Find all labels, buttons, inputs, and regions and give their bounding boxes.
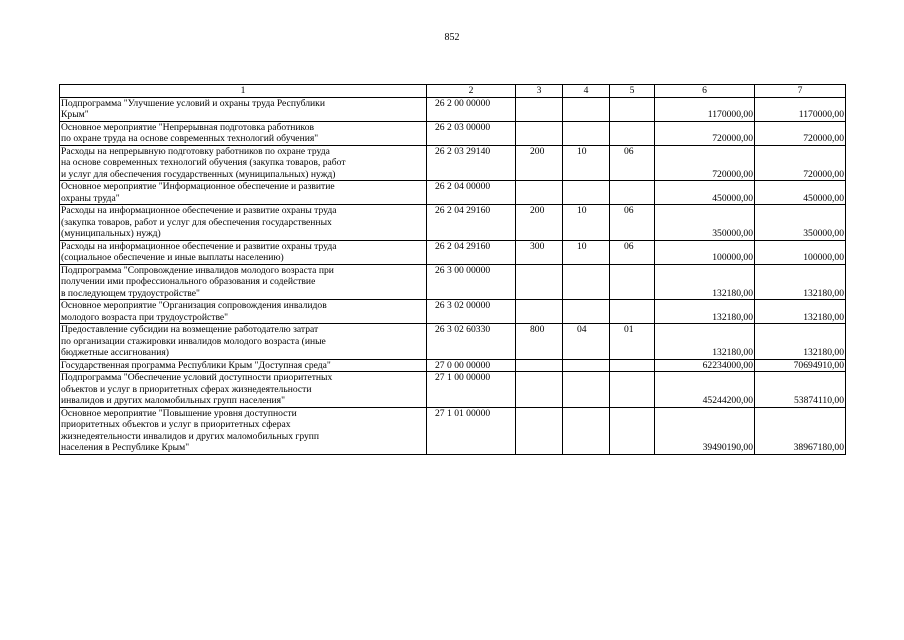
row-subsection-cell: [610, 300, 655, 324]
header-cell-3: 3: [516, 85, 563, 98]
row-subsection-cell: [610, 97, 655, 121]
row-sum-year1-cell: 350000,00: [655, 205, 755, 241]
row-subsection-cell: 06: [610, 240, 655, 264]
table-header-row: [60, 85, 846, 98]
row-code-cell: 26 2 00 00000: [427, 97, 516, 121]
row-kvr-cell: [516, 121, 563, 145]
row-sum-year1-cell: 132180,00: [655, 264, 755, 300]
table-row: [60, 300, 846, 324]
row-code-cell: 27 1 00 00000: [427, 372, 516, 408]
row-name-cell: Подпрограмма "Обеспечение условий доступности приоритетных объектов и услуг в приоритетных сферах жизнедеятельности инвалидов и других маломобильных групп населения": [60, 372, 427, 408]
row-name-cell: Подпрограмма "Сопровождение инвалидов молодого возраста при получении ими профессионального образования и содействие в последующем трудоустройстве": [60, 264, 427, 300]
row-name-cell: Предоставление субсидии на возмещение работодателю затрат по организации стажировки инвалидов молодого возраста (иные бюджетные ассигнования): [60, 324, 427, 360]
row-section-cell: [563, 300, 610, 324]
row-kvr-cell: 200: [516, 145, 563, 181]
row-code-cell: 26 2 04 29160: [427, 205, 516, 241]
table-row: [60, 205, 846, 241]
row-subsection-cell: 06: [610, 205, 655, 241]
row-sum-year2-cell: 132180,00: [755, 264, 846, 300]
row-section-cell: 04: [563, 324, 610, 360]
table-row: [60, 240, 846, 264]
row-name-cell: Основное мероприятие "Организация сопровождения инвалидов молодого возраста при трудоустройстве": [60, 300, 427, 324]
row-sum-year1-cell: 1170000,00: [655, 97, 755, 121]
row-section-cell: 10: [563, 240, 610, 264]
row-name-cell: Основное мероприятие "Непрерывная подготовка работников по охране труда на основе современных технологий обучения": [60, 121, 427, 145]
row-sum-year2-cell: 350000,00: [755, 205, 846, 241]
row-name-cell: Расходы на непрерывную подготовку работников по охране труда на основе современных технологий обучения (закупка товаров, работ и услуг для обеспечения государственных (муниципальных) нужд): [60, 145, 427, 181]
row-code-cell: 26 2 03 29140: [427, 145, 516, 181]
table-row: [60, 407, 846, 454]
row-code-cell: 27 1 01 00000: [427, 407, 516, 454]
row-kvr-cell: 800: [516, 324, 563, 360]
row-sum-year1-cell: 100000,00: [655, 240, 755, 264]
header-cell-6: 6: [655, 85, 755, 98]
row-sum-year2-cell: 38967180,00: [755, 407, 846, 454]
row-kvr-cell: [516, 264, 563, 300]
header-cell-4: 4: [563, 85, 610, 98]
row-code-cell: 26 3 00 00000: [427, 264, 516, 300]
row-section-cell: 10: [563, 145, 610, 181]
row-sum-year1-cell: 39490190,00: [655, 407, 755, 454]
row-sum-year2-cell: 450000,00: [755, 181, 846, 205]
row-code-cell: 26 3 02 00000: [427, 300, 516, 324]
row-section-cell: [563, 97, 610, 121]
row-code-cell: 26 2 04 00000: [427, 181, 516, 205]
row-sum-year1-cell: 132180,00: [655, 324, 755, 360]
row-code-cell: 26 2 04 29160: [427, 240, 516, 264]
row-section-cell: [563, 359, 610, 372]
table-row: [60, 372, 846, 408]
row-section-cell: [563, 264, 610, 300]
row-section-cell: [563, 372, 610, 408]
row-sum-year2-cell: 720000,00: [755, 121, 846, 145]
row-section-cell: 10: [563, 205, 610, 241]
row-sum-year2-cell: 1170000,00: [755, 97, 846, 121]
row-subsection-cell: [610, 372, 655, 408]
header-cell-1: 1: [60, 85, 427, 98]
row-sum-year2-cell: 132180,00: [755, 300, 846, 324]
row-section-cell: [563, 121, 610, 145]
row-name-cell: Подпрограмма "Улучшение условий и охраны труда Республики Крым": [60, 97, 427, 121]
row-sum-year1-cell: 450000,00: [655, 181, 755, 205]
row-sum-year2-cell: 53874110,00: [755, 372, 846, 408]
row-subsection-cell: [610, 181, 655, 205]
row-sum-year2-cell: 70694910,00: [755, 359, 846, 372]
table-row: [60, 324, 846, 360]
row-code-cell: 26 3 02 60330: [427, 324, 516, 360]
row-kvr-cell: [516, 407, 563, 454]
row-kvr-cell: [516, 181, 563, 205]
row-kvr-cell: [516, 372, 563, 408]
header-cell-7: 7: [755, 85, 846, 98]
row-sum-year1-cell: 45244200,00: [655, 372, 755, 408]
row-section-cell: [563, 407, 610, 454]
table-row: [60, 264, 846, 300]
table-row: [60, 97, 846, 121]
page-number: 852: [444, 32, 460, 43]
table-row: [60, 181, 846, 205]
table-row: [60, 121, 846, 145]
row-sum-year1-cell: 720000,00: [655, 121, 755, 145]
row-sum-year1-cell: 720000,00: [655, 145, 755, 181]
row-sum-year1-cell: 62234000,00: [655, 359, 755, 372]
header-cell-5: 5: [610, 85, 655, 98]
row-subsection-cell: [610, 121, 655, 145]
row-name-cell: Основное мероприятие "Повышение уровня доступности приоритетных объектов и услуг в приоритетных сферах жизнедеятельности инвалидов и других маломобильных групп населения в Республике Крым": [60, 407, 427, 454]
budget-table: [59, 84, 846, 455]
row-subsection-cell: [610, 407, 655, 454]
row-name-cell: Расходы на информационное обеспечение и развитие охраны труда (социальное обеспечение и иные выплаты населению): [60, 240, 427, 264]
row-subsection-cell: 06: [610, 145, 655, 181]
row-kvr-cell: [516, 359, 563, 372]
row-kvr-cell: [516, 300, 563, 324]
row-name-cell: Государственная программа Республики Крым "Доступная среда": [60, 359, 427, 372]
header-cell-2: 2: [427, 85, 516, 98]
row-sum-year1-cell: 132180,00: [655, 300, 755, 324]
row-sum-year2-cell: 720000,00: [755, 145, 846, 181]
row-name-cell: Основное мероприятие "Информационное обеспечение и развитие охраны труда": [60, 181, 427, 205]
row-sum-year2-cell: 132180,00: [755, 324, 846, 360]
row-subsection-cell: 01: [610, 324, 655, 360]
row-section-cell: [563, 181, 610, 205]
row-code-cell: 26 2 03 00000: [427, 121, 516, 145]
row-kvr-cell: [516, 97, 563, 121]
row-sum-year2-cell: 100000,00: [755, 240, 846, 264]
row-code-cell: 27 0 00 00000: [427, 359, 516, 372]
row-subsection-cell: [610, 359, 655, 372]
table-row: [60, 359, 846, 372]
row-subsection-cell: [610, 264, 655, 300]
table-row: [60, 145, 846, 181]
row-name-cell: Расходы на информационное обеспечение и развитие охраны труда (закупка товаров, работ и услуг для обеспечения государственных (муниципальных) нужд): [60, 205, 427, 241]
row-kvr-cell: 200: [516, 205, 563, 241]
row-kvr-cell: 300: [516, 240, 563, 264]
